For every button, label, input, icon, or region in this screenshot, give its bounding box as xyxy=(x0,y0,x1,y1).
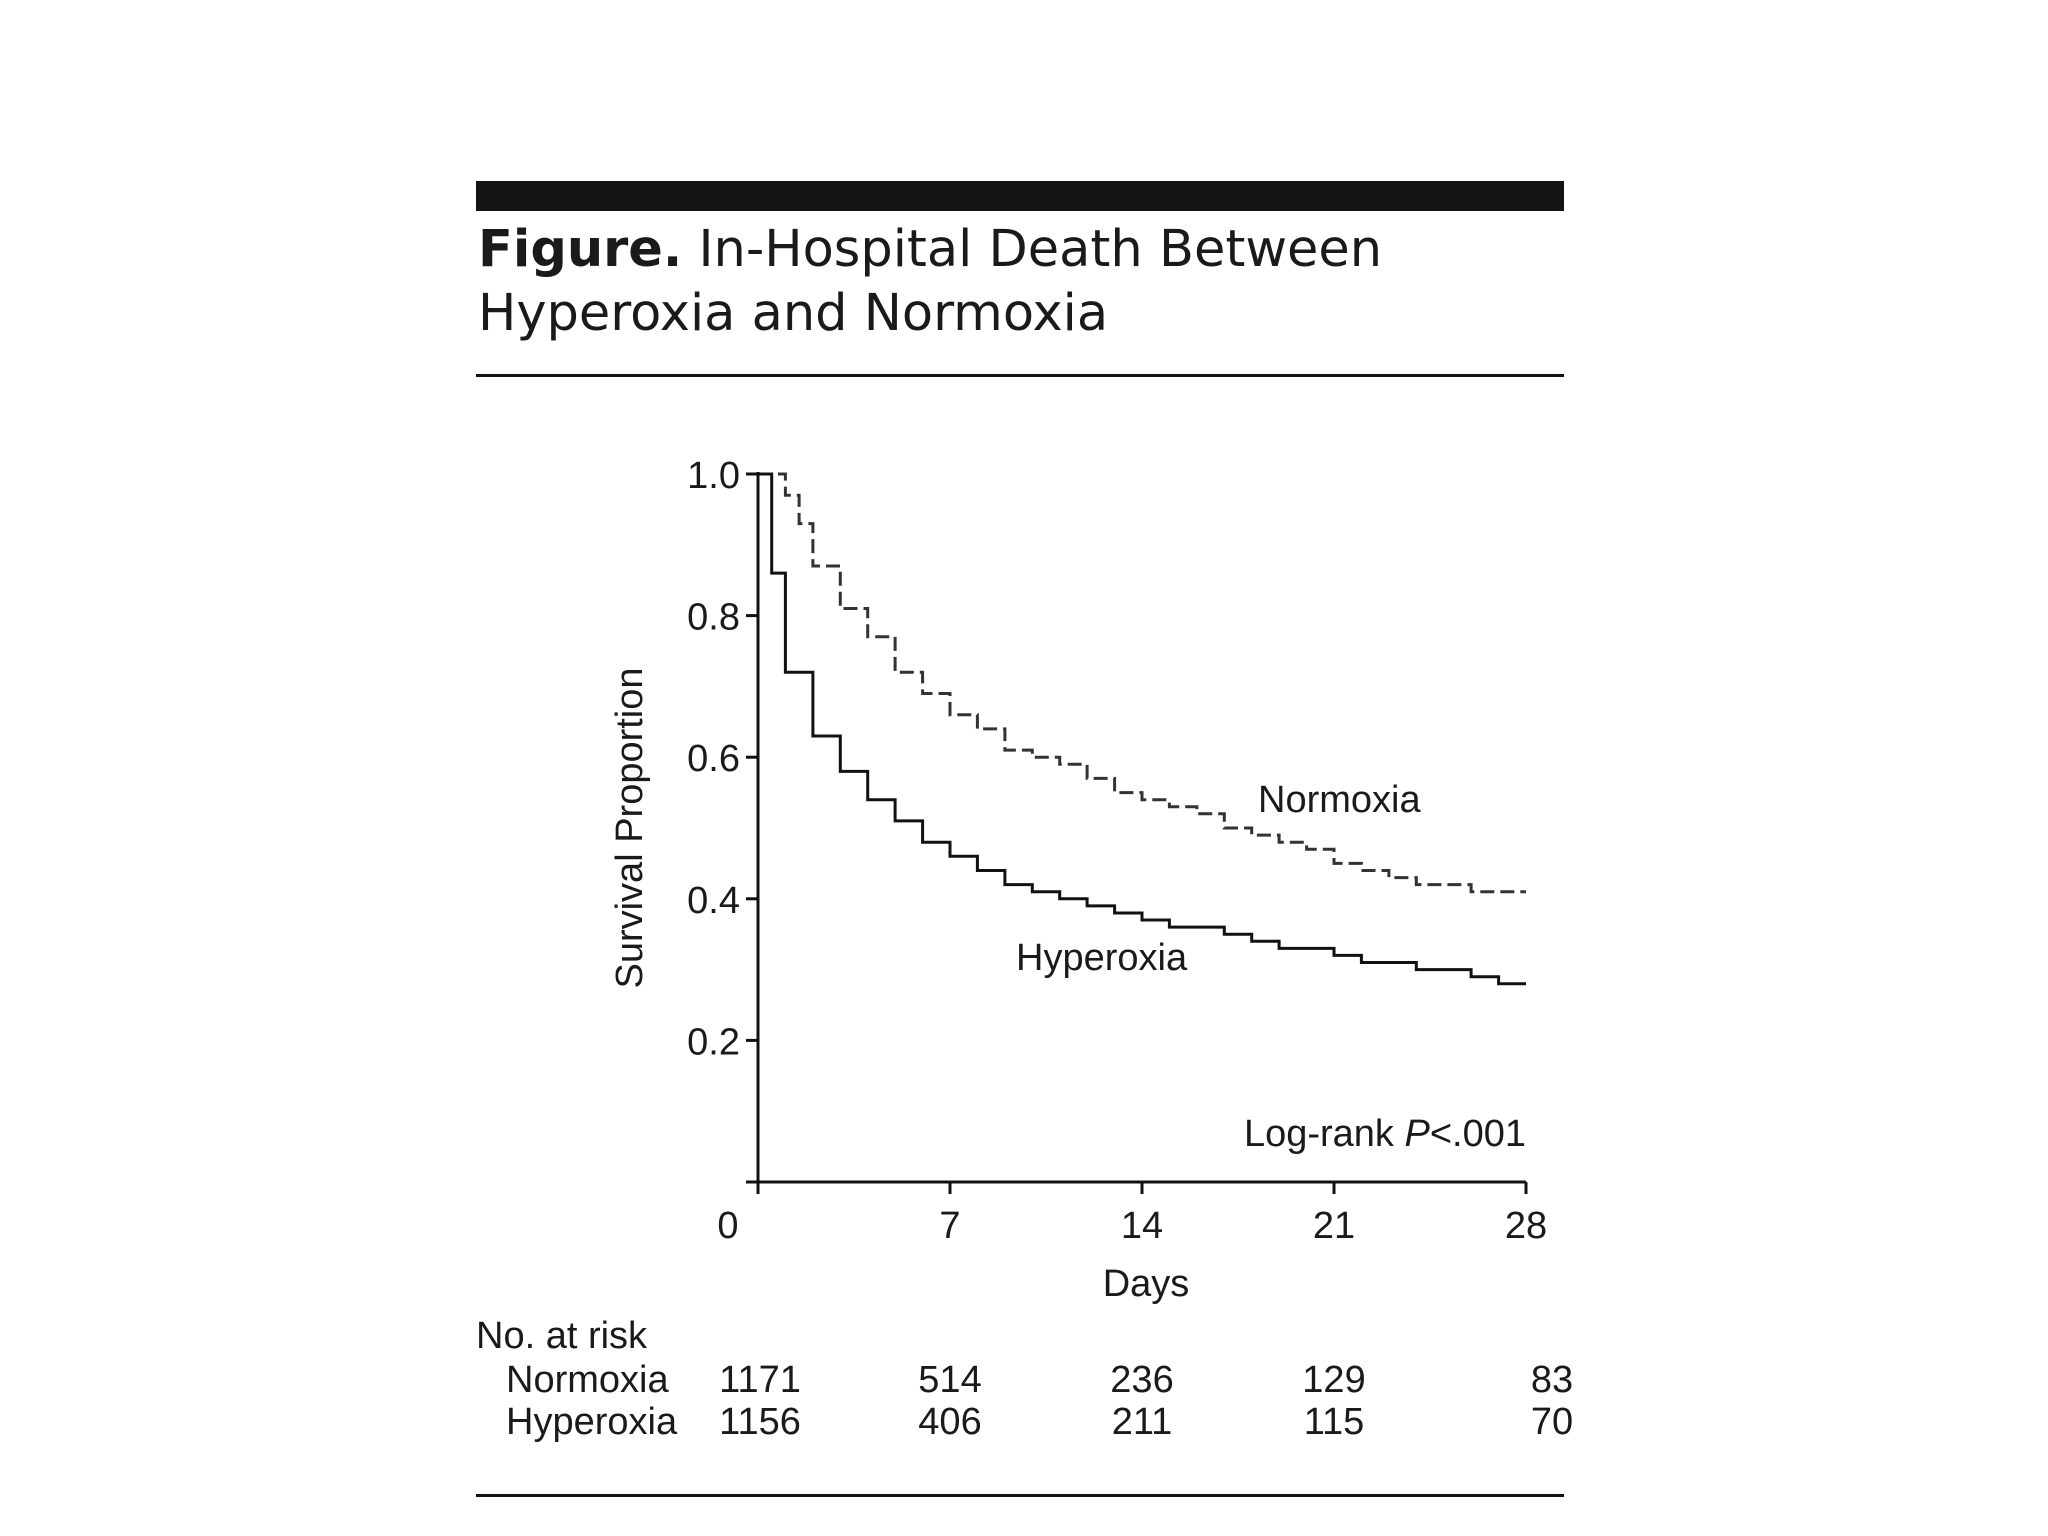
logrank-annotation xyxy=(1244,1113,1526,1155)
y-tick-label: 0.8 xyxy=(687,596,740,639)
figure-label: Figure. xyxy=(478,220,683,279)
at-risk-value: 514 xyxy=(918,1359,982,1401)
logrank-p-symbol: P xyxy=(1404,1113,1430,1155)
y-tick-label: 0.4 xyxy=(687,879,740,922)
series-line-hyperoxia xyxy=(758,474,1526,984)
x-axis-label: Days xyxy=(1102,1263,1190,1305)
y-axis-label: Survival Proportion xyxy=(609,667,651,989)
x-tick-label: 0 xyxy=(717,1205,739,1247)
at-risk-value: 211 xyxy=(1111,1401,1173,1443)
series-line-normoxia xyxy=(758,474,1526,892)
series-label-normoxia: Normoxia xyxy=(1258,779,1421,821)
x-tick-label: 7 xyxy=(939,1205,961,1247)
at-risk-value: 129 xyxy=(1302,1359,1366,1401)
at-risk-value: 1171 xyxy=(719,1359,801,1401)
x-tick-label: 28 xyxy=(1504,1205,1548,1247)
x-tick-label: 14 xyxy=(1120,1205,1164,1247)
at-risk-value: 70 xyxy=(1530,1401,1574,1443)
y-tick-label: 0.6 xyxy=(687,738,740,781)
at-risk-value: 236 xyxy=(1110,1359,1174,1401)
at-risk-value: 83 xyxy=(1530,1359,1574,1401)
logrank-value: <.001 xyxy=(1429,1113,1526,1155)
at-risk-value: 406 xyxy=(918,1401,982,1443)
y-tick-label: 1.0 xyxy=(687,455,740,497)
at-risk-value: 1156 xyxy=(719,1401,801,1443)
series-label-hyperoxia: Hyperoxia xyxy=(1016,937,1188,979)
plot-area xyxy=(476,455,1573,1443)
x-tick-label: 21 xyxy=(1312,1205,1356,1247)
at-risk-heading: No. at risk xyxy=(476,1315,648,1357)
at-risk-row-label: Hyperoxia xyxy=(506,1401,678,1443)
figure-title-text: In-Hospital Death Between Hyperoxia and Normoxia xyxy=(478,220,1383,343)
logrank-prefix: Log-rank xyxy=(1243,1113,1405,1155)
y-tick-label: 0.2 xyxy=(687,1021,740,1064)
at-risk-value: 115 xyxy=(1303,1401,1365,1443)
at-risk-row-label: Normoxia xyxy=(506,1359,669,1401)
